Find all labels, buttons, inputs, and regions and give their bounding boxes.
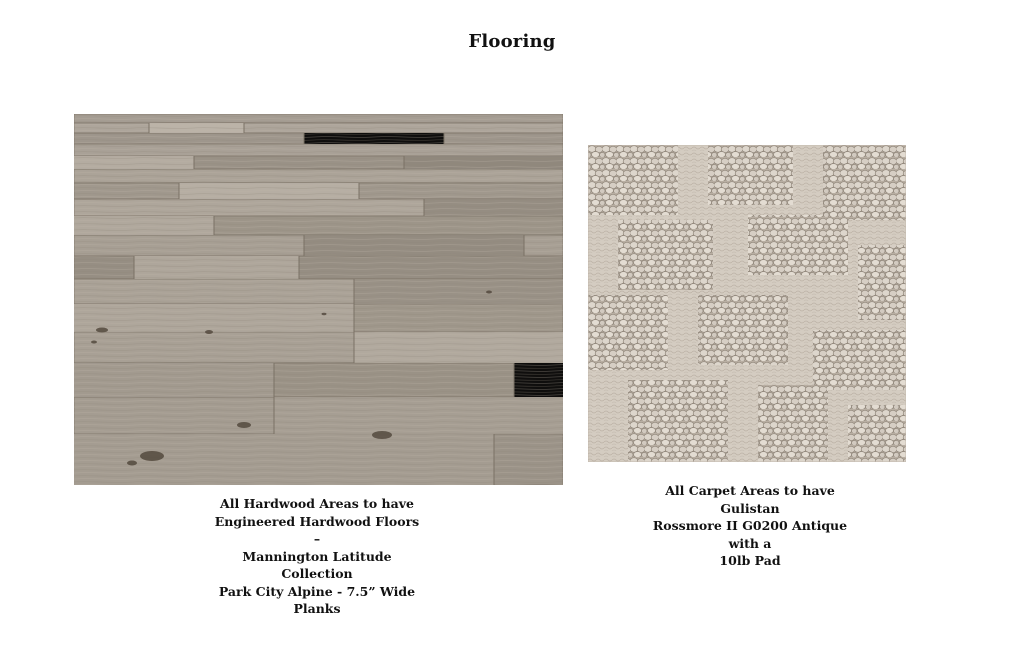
carpet-caption: All Carpet Areas to have Gulistan Rossmore II G0200 Antique with a 10lb Pad	[652, 483, 848, 568]
hardwood-floor-photo	[74, 114, 563, 485]
page-title: Flooring	[468, 31, 556, 52]
hardwood-caption: All Hardwood Areas to have Engineered Hardwood Floors – Mannington Latitude Collection Park City Alpine - 7.5” Wide Planks	[214, 496, 420, 616]
carpet-sample-photo	[588, 145, 906, 462]
